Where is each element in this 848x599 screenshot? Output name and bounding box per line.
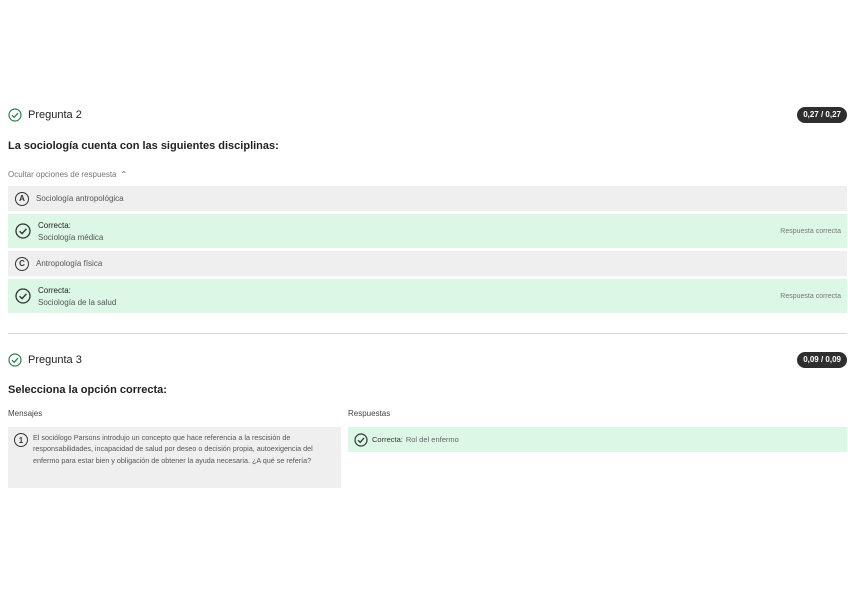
message-item <box>8 427 341 488</box>
correct-status-label: Correcta: <box>38 285 71 295</box>
correct-answer-tag: Respuesta correcta <box>780 227 841 235</box>
option-text: Sociología de la salud <box>38 297 117 307</box>
check-circle-icon <box>8 108 22 122</box>
answers-column-label: Respuestas <box>348 409 391 418</box>
question-2-header <box>8 105 847 125</box>
message-number: 1 <box>14 433 28 447</box>
check-circle-icon <box>8 353 22 367</box>
question-2-text: La sociología cuenta con las siguientes disciplinas: <box>8 140 279 152</box>
answer-option-a <box>8 186 847 211</box>
message-text: El sociólogo Parsons introdujo un concepto que hace referencia a la rescisión de responsabilidades, incapacidad de salud por deseo o decisión propia, autoexigencia del enfermo para estar bien y obligación de obtener la ayuda necesaria. ¿A qué se refería? <box>33 433 313 465</box>
answer-option-b <box>8 214 847 248</box>
question-3-title: Pregunta 3 <box>28 354 82 366</box>
option-text: Antropología física <box>36 259 103 268</box>
answer-option-d <box>8 279 847 313</box>
check-circle-icon <box>354 433 368 447</box>
option-letter-a: A <box>15 192 29 206</box>
hide-options-label: Ocultar opciones de respuesta <box>8 170 117 179</box>
hide-options-toggle[interactable] <box>8 170 127 179</box>
chevron-up-icon: ⌃ <box>120 170 128 179</box>
check-circle-icon <box>15 223 31 239</box>
answer-option-c <box>8 251 847 276</box>
answer-status-label: Correcta: <box>372 435 403 444</box>
question-3-title-group <box>8 353 82 367</box>
option-text: Sociología antropológica <box>36 194 124 203</box>
correct-status-label: Correcta: <box>38 220 71 230</box>
question-3-text: Selecciona la opción correcta: <box>8 384 167 396</box>
answer-text: Rol del enfermo <box>405 435 459 444</box>
question-3-score-badge: 0,09 / 0,09 <box>797 352 847 368</box>
option-text: Sociología médica <box>38 232 104 242</box>
option-content <box>38 286 116 307</box>
answer-item <box>348 427 847 452</box>
question-2-title: Pregunta 2 <box>28 109 82 121</box>
check-circle-icon <box>15 288 31 304</box>
messages-column-label: Mensajes <box>8 409 43 418</box>
correct-answer-tag: Respuesta correcta <box>780 292 841 300</box>
option-letter-c: C <box>15 257 29 271</box>
question-2-title-group <box>8 108 82 122</box>
option-content <box>38 221 103 242</box>
question-3-header <box>8 350 847 370</box>
question-divider <box>8 333 847 334</box>
question-2-score-badge: 0,27 / 0,27 <box>797 107 847 123</box>
